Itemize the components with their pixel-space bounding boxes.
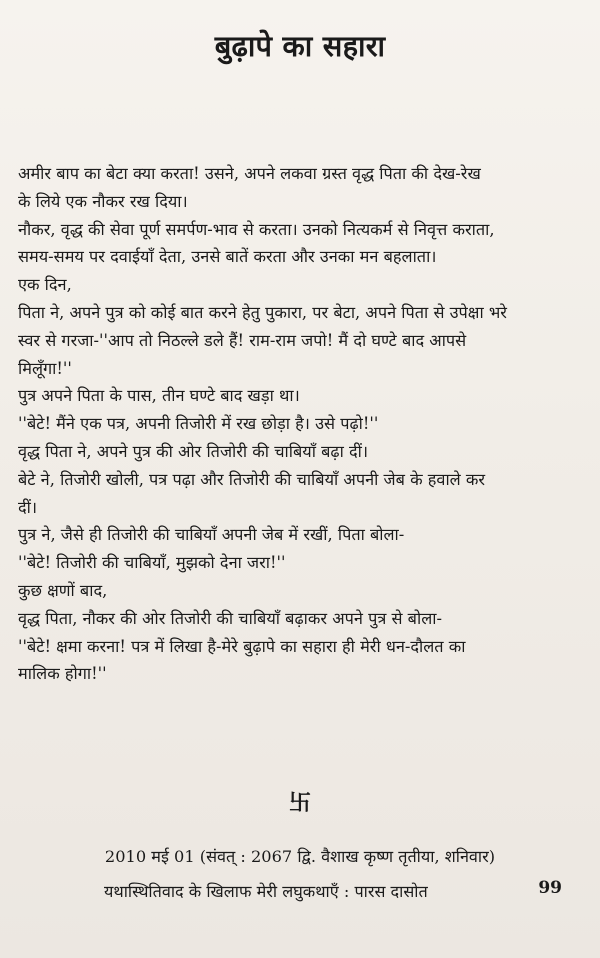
story-line-7: स्वर से गरजा-''आप तो निठल्ले डले हैं! राम-राम जपो! मैं दो घण्टे बाद आपसे <box>18 330 467 350</box>
page-title: बुढ़ापे का सहारा <box>214 29 386 63</box>
story-line-8: मिलूँगा!'' <box>18 358 72 378</box>
story-line-15: ''बेटे! तिजोरी की चाबियाँ, मुझको देना जरा!'' <box>18 553 286 573</box>
date-line: 2010 मई 01 (संवत् : 2067 द्वि. वैशाख कृष्ण तृतीया, शनिवार) <box>104 847 496 866</box>
story-line-19: मालिक होगा!'' <box>18 664 107 684</box>
story-line-16: कुछ क्षणों बाद, <box>18 580 108 600</box>
story-line-10: ''बेटे! मैंने एक पत्र, अपनी तिजोरी में रख छोड़ा है। उसे पढ़ो!'' <box>18 414 379 434</box>
story-line-12: बेटे ने, तिजोरी खोली, पत्र पढ़ा और तिजोरी की चाबियाँ अपनी जेब के हवाले कर <box>18 469 486 489</box>
story-line-1: अमीर बाप का बेटा क्या करता! उसने, अपने लकवा ग्रस्त वृद्ध पिता की देख-रेख <box>18 164 481 183</box>
story-line-14: पुत्र ने, जैसे ही तिजोरी की चाबियाँ अपनी जेब में रखीं, पिता बोला- <box>18 525 405 545</box>
story-line-5: एक दिन, <box>18 275 72 295</box>
story-body <box>18 160 562 688</box>
story-line-17: वृद्ध पिता, नौकर की ओर तिजोरी की चाबियाँ बढ़ाकर अपने पुत्र से बोला- <box>18 608 442 628</box>
story-line-3: नौकर, वृद्ध की सेवा पूर्ण समर्पण-भाव से करता। उनको नित्यकर्म से निवृत्त कराता, <box>18 219 495 239</box>
story-line-4: समय-समय पर दवाईयाँ देता, उनसे बातें करता और उनका मन बहलाता। <box>18 247 437 267</box>
story-line-13: दीं। <box>18 497 38 517</box>
page-number: 99 <box>538 878 562 898</box>
story-line-18: ''बेटे! क्षमा करना! पत्र में लिखा है-मेरे बुढ़ापे का सहारा ही मेरी धन-दौलत का <box>18 636 466 656</box>
swastika-symbol: 卐 <box>288 791 311 816</box>
story-line-2: के लिये एक नौकर रख दिया। <box>18 191 188 211</box>
book-footer: यथास्थितिवाद के खिलाफ मेरी लघुकथाएँ : पारस दासोत <box>104 882 428 901</box>
story-line-9: पुत्र अपने पिता के पास, तीन घण्टे बाद खड़ा था। <box>18 386 300 406</box>
story-line-6: पिता ने, अपने पुत्र को कोई बात करने हेतु पुकारा, पर बेटा, अपने पिता से उपेक्षा भरे <box>18 302 507 322</box>
story-line-11: वृद्ध पिता ने, अपने पुत्र की ओर तिजोरी की चाबियाँ बढ़ा दीं। <box>18 441 368 461</box>
